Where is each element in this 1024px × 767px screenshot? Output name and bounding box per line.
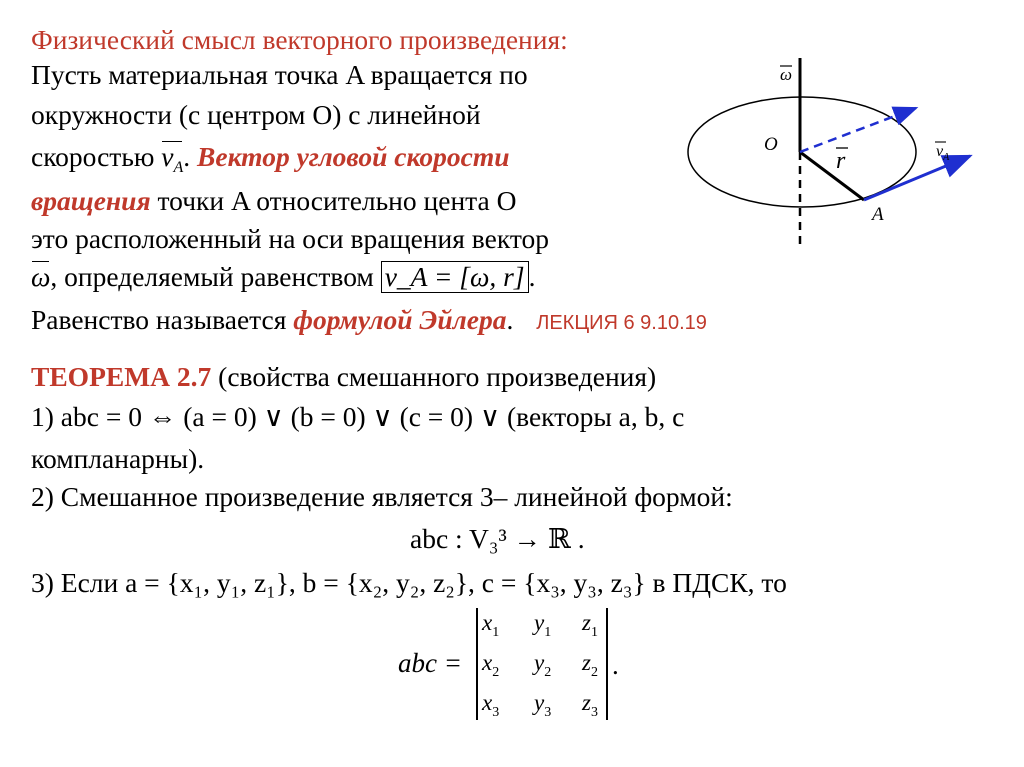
rotation-diagram xyxy=(676,52,986,252)
lecture-label: ЛЕКЦИЯ 6 9.10.19 xyxy=(536,312,707,334)
det-right-bar xyxy=(606,608,608,720)
m13: $z_1$ xyxy=(582,610,598,640)
para-line-4: вращения точки A относительно цента O xyxy=(31,185,517,216)
euler-formula-term: формулой Эйлера xyxy=(293,304,507,335)
property-2-formula: abc : V₃³ → ℝ . xyxy=(410,523,585,554)
det-lhs: abc = xyxy=(398,648,462,678)
text: скоростью xyxy=(31,141,155,172)
m33: $z_3$ xyxy=(582,690,598,720)
dashed-velocity-arrow xyxy=(800,108,916,152)
m31: $x_3$ xyxy=(482,690,500,720)
euler-formula-box: v_A = [ω, r] xyxy=(381,261,529,293)
heading: Физический смысл векторного произведения: xyxy=(31,24,568,55)
m22: $y_2$ xyxy=(534,650,552,680)
para-line-2: окружности (с центром O) с линейной xyxy=(31,99,481,130)
radius-vector xyxy=(800,152,864,200)
det-left-bar xyxy=(476,608,478,720)
determinant xyxy=(398,606,638,722)
para-line-1: Пусть материальная точка A вращается по xyxy=(31,59,528,90)
det-period: . xyxy=(612,650,619,680)
m23: $z_2$ xyxy=(582,650,598,680)
m11: $x_1$ xyxy=(482,610,500,640)
velocity-arrow xyxy=(864,156,970,200)
va-label: $v_A$ xyxy=(936,143,950,163)
property-3: 3) Если a = {x₁, y₁, z₁}, b = {x₂, y₂, z₂}, c = {x₃, y₃, z₃} в ПДСК, то xyxy=(31,567,787,598)
property-2: 2) Смешанное произведение является 3– линейной формой: xyxy=(31,481,733,512)
para-line-6: ω, определяемый равенством v_A = [ω, r] . xyxy=(31,261,536,292)
omega-label: ω xyxy=(780,65,793,84)
r-label: r xyxy=(836,148,846,174)
m12: $y_1$ xyxy=(534,610,552,640)
angular-velocity-term: Вектор угловой скорости xyxy=(197,141,510,172)
omega-vector: ω xyxy=(31,261,51,292)
theorem-title: ТЕОРЕМА 2.7 (свойства смешанного произведения) xyxy=(31,361,657,392)
center-label: O xyxy=(764,134,778,155)
para-line-7: Равенство называется формулой Эйлера. ЛЕКЦИЯ 6 9.10.19 xyxy=(31,304,707,335)
para-line-3: скоростью $v_A$. Вектор угловой скорости xyxy=(31,140,510,185)
velocity-vector: $v_A$ xyxy=(161,140,183,185)
m21: $x_2$ xyxy=(482,650,500,680)
point-a-label: A xyxy=(872,204,884,225)
m32: $y_3$ xyxy=(534,690,552,720)
property-1-cont: компланарны). xyxy=(31,443,205,474)
para-line-5: это расположенный на оси вращения вектор xyxy=(31,223,549,254)
property-1: 1) abc = 0 ⇔ (a = 0) ∨ (b = 0) ∨ (c = 0) ∨ (векторы a, b, c xyxy=(31,401,685,432)
rotation-term: вращения xyxy=(31,185,151,216)
